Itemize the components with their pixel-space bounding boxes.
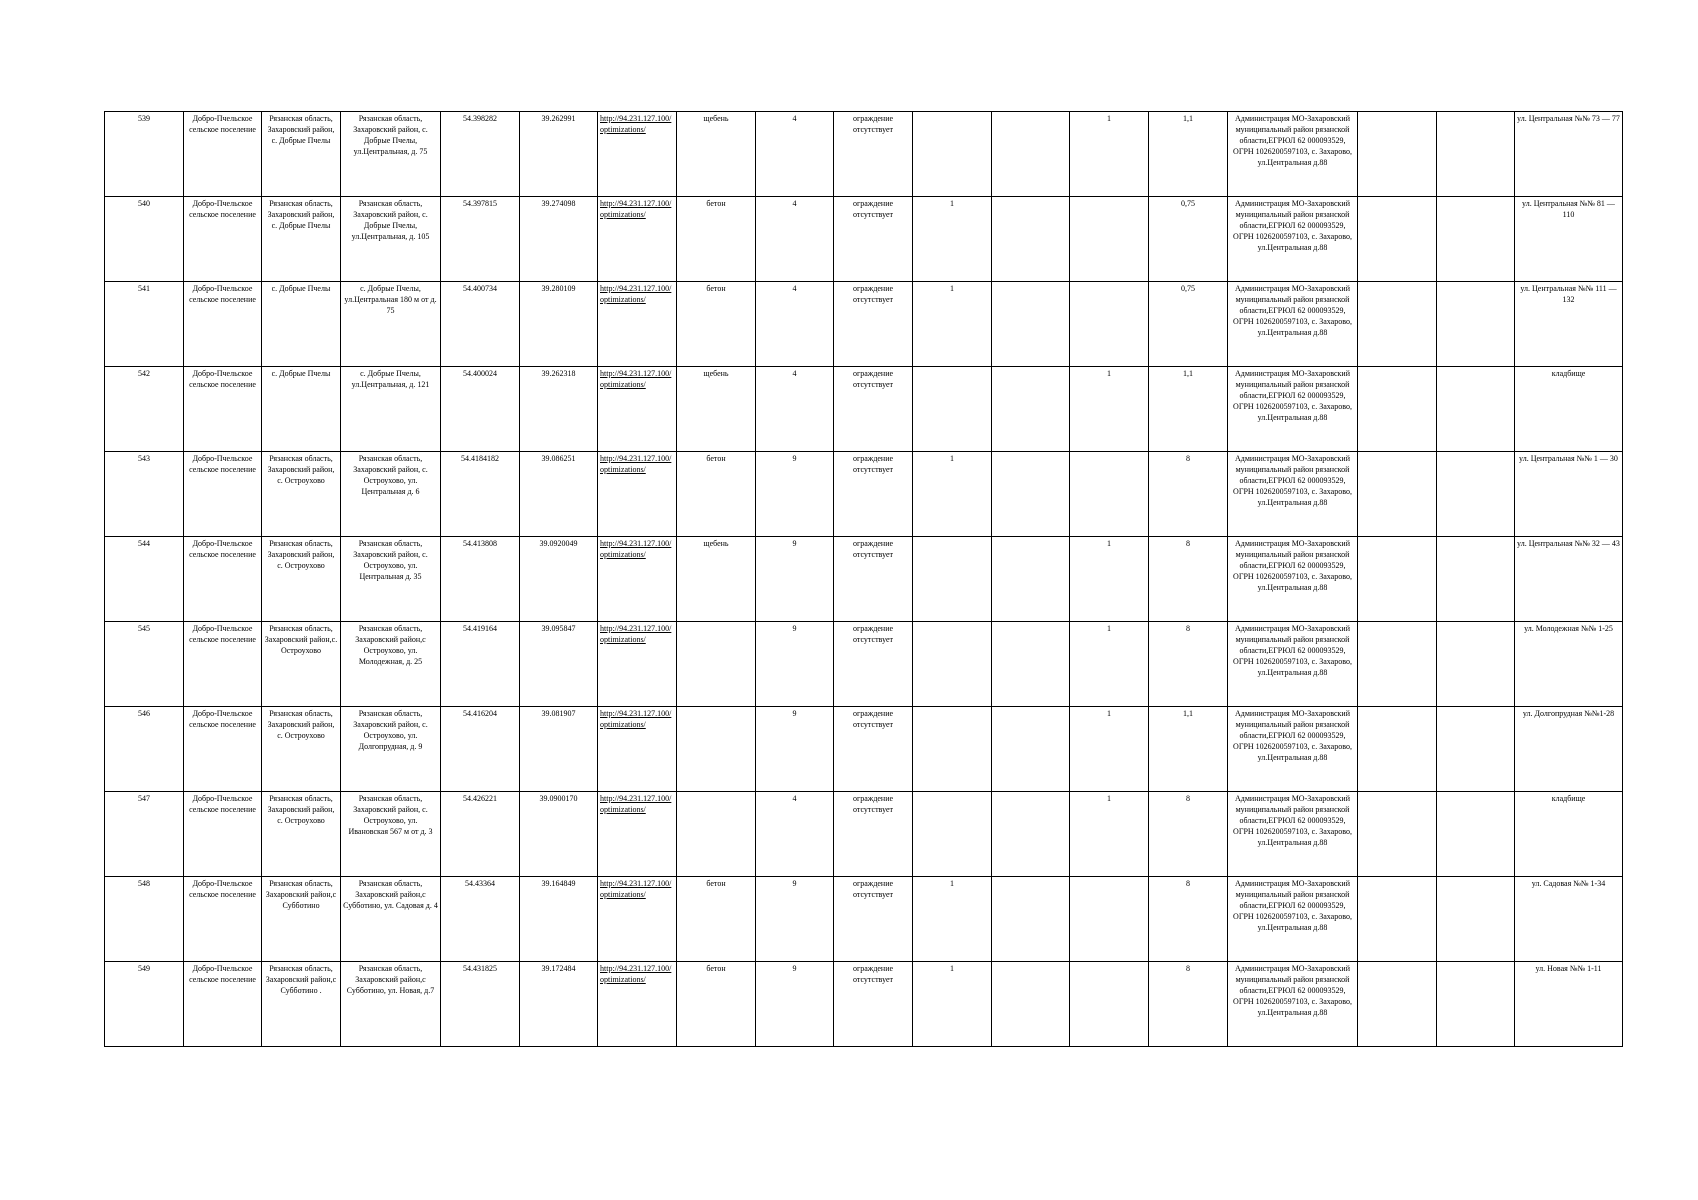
empty-cell xyxy=(1437,622,1515,707)
geo-link[interactable]: http://94.231.127.100/optimizations/ xyxy=(600,284,672,304)
count-concrete-cell xyxy=(913,112,992,197)
area-cell: 9 xyxy=(756,537,834,622)
count-concrete-cell xyxy=(913,367,992,452)
volume-cell: 8 xyxy=(1149,877,1228,962)
empty-cell xyxy=(1358,537,1437,622)
empty-cell xyxy=(1437,537,1515,622)
count-gravel-cell xyxy=(1070,962,1149,1047)
volume-cell: 0,75 xyxy=(1149,197,1228,282)
latitude-cell: 54.413808 xyxy=(441,537,520,622)
empty-cell xyxy=(1358,282,1437,367)
row-number-cell: 544 xyxy=(105,537,184,622)
latitude-cell: 54.400734 xyxy=(441,282,520,367)
fence-cell: ограждение отсутствует xyxy=(834,537,913,622)
fence-cell: ограждение отсутствует xyxy=(834,707,913,792)
count-gravel-cell: 1 xyxy=(1070,792,1149,877)
link-cell xyxy=(598,282,677,367)
locality-cell: Рязанская область, Захаровский район, с. Остроухово xyxy=(262,452,341,537)
latitude-cell: 54.400024 xyxy=(441,367,520,452)
link-cell xyxy=(598,962,677,1047)
owner-cell: Администрация МО-Захаровский муниципальный район рязанской области,ЕГРЮЛ 62 000093529, ОГРН 1026200597103, с. Захарово, ул.Центральная д.88 xyxy=(1228,707,1358,792)
address-cell: с. Добрые Пчелы, ул.Центральная, д. 121 xyxy=(341,367,441,452)
empty-cell xyxy=(1358,197,1437,282)
served-objects-cell: ул. Долгопрудная №№1-28 xyxy=(1515,707,1623,792)
empty-cell xyxy=(1358,877,1437,962)
area-cell: 4 xyxy=(756,792,834,877)
address-cell: Рязанская область, Захаровский район, с. Остроухово, ул. Центральная д. 35 xyxy=(341,537,441,622)
served-objects-cell: ул. Центральная №№ 81 — 110 xyxy=(1515,197,1623,282)
row-number-cell: 542 xyxy=(105,367,184,452)
area-cell: 9 xyxy=(756,962,834,1047)
area-cell: 4 xyxy=(756,112,834,197)
address-cell: Рязанская область, Захаровский район, с. Добрые Пчелы, ул.Центральная, д. 105 xyxy=(341,197,441,282)
table-body xyxy=(105,112,1623,1047)
owner-cell: Администрация МО-Захаровский муниципальный район рязанской области,ЕГРЮЛ 62 000093529, ОГРН 1026200597103, с. Захарово, ул.Центральная д.88 xyxy=(1228,197,1358,282)
owner-cell: Администрация МО-Захаровский муниципальный район рязанской области,ЕГРЮЛ 62 000093529, ОГРН 1026200597103, с. Захарово, ул.Центральная д.88 xyxy=(1228,367,1358,452)
empty-cell xyxy=(992,537,1070,622)
surface-cell: бетон xyxy=(677,962,756,1047)
surface-cell: щебень xyxy=(677,537,756,622)
row-number-cell: 547 xyxy=(105,792,184,877)
count-gravel-cell: 1 xyxy=(1070,537,1149,622)
geo-link[interactable]: http://94.231.127.100/optimizations/ xyxy=(600,624,672,644)
empty-cell xyxy=(1358,112,1437,197)
count-concrete-cell: 1 xyxy=(913,962,992,1047)
count-gravel-cell: 1 xyxy=(1070,622,1149,707)
owner-cell: Администрация МО-Захаровский муниципальный район рязанской области,ЕГРЮЛ 62 000093529, ОГРН 1026200597103, с. Захарово, ул.Центральная д.88 xyxy=(1228,622,1358,707)
link-cell xyxy=(598,452,677,537)
volume-cell: 0,75 xyxy=(1149,282,1228,367)
empty-cell xyxy=(992,622,1070,707)
table-row xyxy=(105,282,1623,367)
empty-cell xyxy=(1437,792,1515,877)
geo-link[interactable]: http://94.231.127.100/optimizations/ xyxy=(600,454,672,474)
geo-link[interactable]: http://94.231.127.100/optimizations/ xyxy=(600,709,672,729)
settlement-cell: Добро-Пчельское сельское поселение xyxy=(184,282,262,367)
longitude-cell: 39.262318 xyxy=(520,367,598,452)
latitude-cell: 54.398282 xyxy=(441,112,520,197)
empty-cell xyxy=(992,197,1070,282)
locality-cell: Рязанская область, Захаровский район, с. Добрые Пчелы xyxy=(262,197,341,282)
count-concrete-cell xyxy=(913,622,992,707)
volume-cell: 1,1 xyxy=(1149,112,1228,197)
geo-link[interactable]: http://94.231.127.100/optimizations/ xyxy=(600,199,672,219)
geo-link[interactable]: http://94.231.127.100/optimizations/ xyxy=(600,879,672,899)
surface-cell xyxy=(677,707,756,792)
area-cell: 9 xyxy=(756,452,834,537)
count-gravel-cell xyxy=(1070,452,1149,537)
volume-cell: 1,1 xyxy=(1149,367,1228,452)
count-gravel-cell xyxy=(1070,282,1149,367)
link-cell xyxy=(598,112,677,197)
locality-cell: Рязанская область, Захаровский район,с Субботино xyxy=(262,877,341,962)
owner-cell: Администрация МО-Захаровский муниципальный район рязанской области,ЕГРЮЛ 62 000093529, ОГРН 1026200597103, с. Захарово, ул.Центральная д.88 xyxy=(1228,792,1358,877)
address-cell: Рязанская область, Захаровский район, с. Остроухово, ул. Центральная д. 6 xyxy=(341,452,441,537)
area-cell: 9 xyxy=(756,877,834,962)
longitude-cell: 39.172484 xyxy=(520,962,598,1047)
served-objects-cell: кладбище xyxy=(1515,792,1623,877)
row-number-cell: 548 xyxy=(105,877,184,962)
table-row xyxy=(105,197,1623,282)
address-cell: Рязанская область, Захаровский район, с. Остроухово, ул. Долгопрудная, д. 9 xyxy=(341,707,441,792)
count-concrete-cell xyxy=(913,537,992,622)
owner-cell: Администрация МО-Захаровский муниципальный район рязанской области,ЕГРЮЛ 62 000093529, ОГРН 1026200597103, с. Захарово, ул.Центральная д.88 xyxy=(1228,537,1358,622)
latitude-cell: 54.426221 xyxy=(441,792,520,877)
served-objects-cell: ул. Садовая №№ 1-34 xyxy=(1515,877,1623,962)
volume-cell: 8 xyxy=(1149,452,1228,537)
empty-cell xyxy=(1358,792,1437,877)
count-concrete-cell: 1 xyxy=(913,282,992,367)
count-gravel-cell: 1 xyxy=(1070,707,1149,792)
empty-cell xyxy=(1437,282,1515,367)
address-cell: Рязанская область, Захаровский район,с Остроухово, ул. Молодежная, д. 25 xyxy=(341,622,441,707)
volume-cell: 8 xyxy=(1149,792,1228,877)
latitude-cell: 54.43364 xyxy=(441,877,520,962)
surface-cell xyxy=(677,622,756,707)
settlement-cell: Добро-Пчельское сельское поселение xyxy=(184,367,262,452)
fence-cell: ограждение отсутствует xyxy=(834,112,913,197)
longitude-cell: 39.095847 xyxy=(520,622,598,707)
empty-cell xyxy=(1437,962,1515,1047)
row-number-cell: 545 xyxy=(105,622,184,707)
table-row xyxy=(105,707,1623,792)
surface-cell xyxy=(677,792,756,877)
settlement-cell: Добро-Пчельское сельское поселение xyxy=(184,792,262,877)
locality-cell: с. Добрые Пчелы xyxy=(262,282,341,367)
empty-cell xyxy=(992,962,1070,1047)
link-cell xyxy=(598,537,677,622)
owner-cell: Администрация МО-Захаровский муниципальный район рязанской области,ЕГРЮЛ 62 000093529, ОГРН 1026200597103, с. Захарово, ул.Центральная д.88 xyxy=(1228,112,1358,197)
geo-link[interactable]: http://94.231.127.100/optimizations/ xyxy=(600,114,672,134)
empty-cell xyxy=(1437,197,1515,282)
row-number-cell: 539 xyxy=(105,112,184,197)
address-cell: Рязанская область, Захаровский район, с. Добрые Пчелы, ул.Центральная, д. 75 xyxy=(341,112,441,197)
fence-cell: ограждение отсутствует xyxy=(834,367,913,452)
area-cell: 9 xyxy=(756,622,834,707)
empty-cell xyxy=(1358,452,1437,537)
area-cell: 4 xyxy=(756,282,834,367)
owner-cell: Администрация МО-Захаровский муниципальный район рязанской области,ЕГРЮЛ 62 000093529, ОГРН 1026200597103, с. Захарово, ул.Центральная д.88 xyxy=(1228,282,1358,367)
empty-cell xyxy=(1358,962,1437,1047)
geo-link[interactable]: http://94.231.127.100/optimizations/ xyxy=(600,369,672,389)
latitude-cell: 54.416204 xyxy=(441,707,520,792)
empty-cell xyxy=(1437,367,1515,452)
fence-cell: ограждение отсутствует xyxy=(834,622,913,707)
table-row xyxy=(105,537,1623,622)
settlement-cell: Добро-Пчельское сельское поселение xyxy=(184,707,262,792)
served-objects-cell: ул. Центральная №№ 73 — 77 xyxy=(1515,112,1623,197)
surface-cell: бетон xyxy=(677,282,756,367)
surface-cell: щебень xyxy=(677,367,756,452)
empty-cell xyxy=(1358,707,1437,792)
served-objects-cell: ул. Молодежная №№ 1-25 xyxy=(1515,622,1623,707)
geo-link[interactable]: http://94.231.127.100/optimizations/ xyxy=(600,539,672,559)
link-cell xyxy=(598,367,677,452)
empty-cell xyxy=(992,282,1070,367)
empty-cell xyxy=(1437,707,1515,792)
locality-cell: с. Добрые Пчелы xyxy=(262,367,341,452)
fence-cell: ограждение отсутствует xyxy=(834,877,913,962)
longitude-cell: 39.280109 xyxy=(520,282,598,367)
settlement-cell: Добро-Пчельское сельское поселение xyxy=(184,112,262,197)
address-cell: с. Добрые Пчелы, ул.Центральная 180 м от д. 75 xyxy=(341,282,441,367)
served-objects-cell: кладбище xyxy=(1515,367,1623,452)
registry-table xyxy=(104,111,1623,1047)
address-cell: Рязанская область, Захаровский район, с. Остроухово, ул. Ивановская 567 м от д. 3 xyxy=(341,792,441,877)
table-row xyxy=(105,877,1623,962)
served-objects-cell: ул. Новая №№ 1-11 xyxy=(1515,962,1623,1047)
fence-cell: ограждение отсутствует xyxy=(834,792,913,877)
locality-cell: Рязанская область, Захаровский район, с. Остроухово xyxy=(262,792,341,877)
longitude-cell: 39.086251 xyxy=(520,452,598,537)
area-cell: 4 xyxy=(756,367,834,452)
count-gravel-cell: 1 xyxy=(1070,112,1149,197)
empty-cell xyxy=(992,452,1070,537)
locality-cell: Рязанская область, Захаровский район,с. Остроухово xyxy=(262,622,341,707)
surface-cell: бетон xyxy=(677,452,756,537)
fence-cell: ограждение отсутствует xyxy=(834,282,913,367)
served-objects-cell: ул. Центральная №№ 1 — 30 xyxy=(1515,452,1623,537)
row-number-cell: 541 xyxy=(105,282,184,367)
link-cell xyxy=(598,707,677,792)
area-cell: 9 xyxy=(756,707,834,792)
settlement-cell: Добро-Пчельское сельское поселение xyxy=(184,197,262,282)
longitude-cell: 39.164849 xyxy=(520,877,598,962)
empty-cell xyxy=(992,112,1070,197)
latitude-cell: 54.419164 xyxy=(441,622,520,707)
row-number-cell: 543 xyxy=(105,452,184,537)
settlement-cell: Добро-Пчельское сельское поселение xyxy=(184,622,262,707)
link-cell xyxy=(598,877,677,962)
geo-link[interactable]: http://94.231.127.100/optimizations/ xyxy=(600,794,672,814)
settlement-cell: Добро-Пчельское сельское поселение xyxy=(184,962,262,1047)
table-row xyxy=(105,622,1623,707)
locality-cell: Рязанская область, Захаровский район, с. Остроухово xyxy=(262,707,341,792)
latitude-cell: 54.397815 xyxy=(441,197,520,282)
locality-cell: Рязанская область, Захаровский район, с. Остроухово xyxy=(262,537,341,622)
volume-cell: 8 xyxy=(1149,962,1228,1047)
longitude-cell: 39.081907 xyxy=(520,707,598,792)
locality-cell: Рязанская область, Захаровский район, с. Добрые Пчелы xyxy=(262,112,341,197)
surface-cell: щебень xyxy=(677,112,756,197)
empty-cell xyxy=(992,877,1070,962)
table-row xyxy=(105,367,1623,452)
empty-cell xyxy=(1358,622,1437,707)
empty-cell xyxy=(1437,112,1515,197)
fence-cell: ограждение отсутствует xyxy=(834,962,913,1047)
count-gravel-cell: 1 xyxy=(1070,367,1149,452)
count-gravel-cell xyxy=(1070,197,1149,282)
count-concrete-cell xyxy=(913,792,992,877)
table-row xyxy=(105,792,1623,877)
count-gravel-cell xyxy=(1070,877,1149,962)
owner-cell: Администрация МО-Захаровский муниципальный район рязанской области,ЕГРЮЛ 62 000093529, ОГРН 1026200597103, с. Захарово, ул.Центральная д.88 xyxy=(1228,962,1358,1047)
surface-cell: бетон xyxy=(677,197,756,282)
geo-link[interactable]: http://94.231.127.100/optimizations/ xyxy=(600,964,672,984)
row-number-cell: 540 xyxy=(105,197,184,282)
longitude-cell: 39.262991 xyxy=(520,112,598,197)
empty-cell xyxy=(1437,877,1515,962)
longitude-cell: 39.0900170 xyxy=(520,792,598,877)
link-cell xyxy=(598,792,677,877)
owner-cell: Администрация МО-Захаровский муниципальный район рязанской области,ЕГРЮЛ 62 000093529, ОГРН 1026200597103, с. Захарово, ул.Центральная д.88 xyxy=(1228,877,1358,962)
count-concrete-cell: 1 xyxy=(913,452,992,537)
empty-cell xyxy=(992,792,1070,877)
owner-cell: Администрация МО-Захаровский муниципальный район рязанской области,ЕГРЮЛ 62 000093529, ОГРН 1026200597103, с. Захарово, ул.Центральная д.88 xyxy=(1228,452,1358,537)
volume-cell: 8 xyxy=(1149,537,1228,622)
row-number-cell: 546 xyxy=(105,707,184,792)
fence-cell: ограждение отсутствует xyxy=(834,452,913,537)
link-cell xyxy=(598,622,677,707)
volume-cell: 1,1 xyxy=(1149,707,1228,792)
volume-cell: 8 xyxy=(1149,622,1228,707)
longitude-cell: 39.0920049 xyxy=(520,537,598,622)
address-cell: Рязанская область, Захаровский район,с Субботино, ул. Новая, д.7 xyxy=(341,962,441,1047)
area-cell: 4 xyxy=(756,197,834,282)
empty-cell xyxy=(1437,452,1515,537)
longitude-cell: 39.274098 xyxy=(520,197,598,282)
latitude-cell: 54.431825 xyxy=(441,962,520,1047)
locality-cell: Рязанская область, Захаровский район,с Субботино . xyxy=(262,962,341,1047)
link-cell xyxy=(598,197,677,282)
address-cell: Рязанская область, Захаровский район,с Субботино, ул. Садовая д. 4 xyxy=(341,877,441,962)
latitude-cell: 54.4184182 xyxy=(441,452,520,537)
empty-cell xyxy=(992,367,1070,452)
row-number-cell: 549 xyxy=(105,962,184,1047)
empty-cell xyxy=(1358,367,1437,452)
table-row xyxy=(105,962,1623,1047)
served-objects-cell: ул. Центральная №№ 111 — 132 xyxy=(1515,282,1623,367)
count-concrete-cell: 1 xyxy=(913,197,992,282)
settlement-cell: Добро-Пчельское сельское поселение xyxy=(184,877,262,962)
count-concrete-cell xyxy=(913,707,992,792)
count-concrete-cell: 1 xyxy=(913,877,992,962)
surface-cell: бетон xyxy=(677,877,756,962)
empty-cell xyxy=(992,707,1070,792)
settlement-cell: Добро-Пчельское сельское поселение xyxy=(184,537,262,622)
served-objects-cell: ул. Центральная №№ 32 — 43 xyxy=(1515,537,1623,622)
table-row xyxy=(105,452,1623,537)
fence-cell: ограждение отсутствует xyxy=(834,197,913,282)
table-row xyxy=(105,112,1623,197)
settlement-cell: Добро-Пчельское сельское поселение xyxy=(184,452,262,537)
